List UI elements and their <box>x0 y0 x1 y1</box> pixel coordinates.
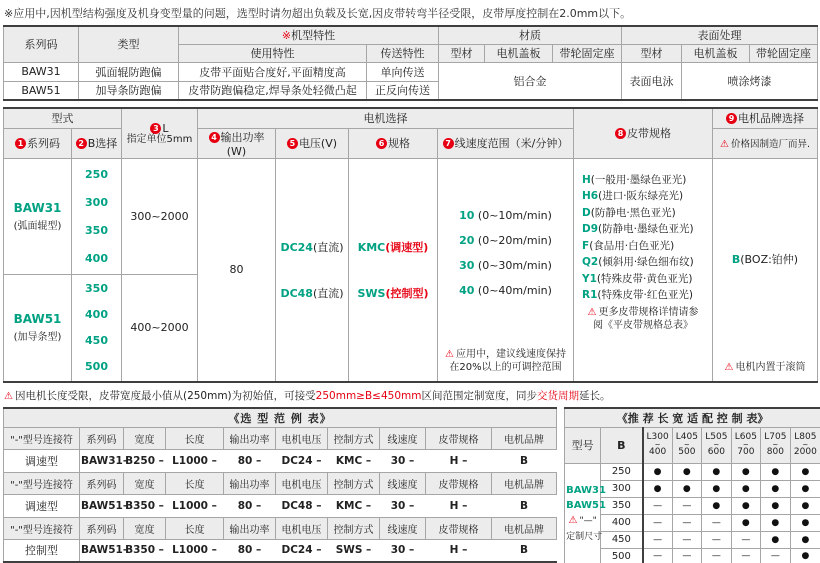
series-cell-baw31: BAW31 (弧面辊型) <box>4 158 72 274</box>
warning-icon: ⚠ <box>724 361 734 373</box>
header-cell: 控制方式 <box>328 472 380 494</box>
type-cell: 弧面辊防跑偏 <box>79 62 179 81</box>
brand-price-note: ⚠ 价格因制造厂而异. <box>713 128 818 158</box>
use-feature-cell: 皮带平面贴合度好,平面精度高 <box>179 62 367 81</box>
brand-cell: B(BOZ:铂仲) ⚠ 电机内置于滚筒 <box>713 158 818 382</box>
fit-mark: ● <box>761 531 791 548</box>
num-5-icon: 5 <box>287 138 298 149</box>
fit-mark: — <box>702 548 732 563</box>
value-cell: KMC – <box>328 494 380 517</box>
series-cell-baw51: BAW51 (加导条型) <box>4 274 72 382</box>
fit-mark: ● <box>731 514 761 531</box>
value-cell: BAW51– <box>80 539 124 562</box>
belt-item: F(食品用·白色亚光) <box>582 239 675 252</box>
warning-icon: ⚠ <box>568 514 578 526</box>
col-header-series: 系列码 <box>4 26 79 62</box>
col-header-spec: 6 规格 <box>349 128 438 158</box>
fit-mark: ● <box>731 497 761 514</box>
warning-icon: ⚠ <box>445 348 454 360</box>
header-cell: 长度 <box>166 472 224 494</box>
fit-mark: ● <box>790 463 820 480</box>
header-cell: 皮带规格 <box>426 517 492 539</box>
header-cell: 输出功率 <box>224 517 276 539</box>
header-cell: 电机电压 <box>276 517 328 539</box>
power-cell: 80 <box>198 158 276 382</box>
row-type-label: 调速型 <box>4 449 80 472</box>
header-cell: 系列码 <box>80 517 124 539</box>
b-value: 250 <box>601 463 643 480</box>
fit-mark: ● <box>702 463 732 480</box>
brand-detail: (BOZ:铂仲) <box>740 253 799 267</box>
col-header-cover2: 电机盖板 <box>682 44 750 62</box>
model-names-cell: BAW31 BAW51 ⚠ "—" 定制尺寸 <box>565 463 601 563</box>
header-cell: 电机电压 <box>276 427 328 449</box>
fit-mark: ● <box>761 514 791 531</box>
fit-mark: — <box>761 548 791 563</box>
l-range-header: L705 ~ 800 <box>761 427 791 463</box>
header-cell: 线速度 <box>380 427 426 449</box>
example-table <box>3 407 557 563</box>
value-cell: DC24 – <box>276 449 328 472</box>
group-header-model: 型式 <box>4 108 122 128</box>
fit-mark: ● <box>790 514 820 531</box>
fit-mark: ● <box>702 480 732 497</box>
group-header-feature: ※机型特性 <box>179 26 439 44</box>
belt-width-note: ⚠ 因电机长度受限，皮带宽度最小值从(250mm)为初始值，可接受250mm≥B≤450mm区间范围定制宽度，同步交货周期延长。 <box>4 390 611 402</box>
header-cell: 电机电压 <box>276 472 328 494</box>
value-cell: H – <box>426 449 492 472</box>
col-header-b-choice: 2 B选择 <box>72 128 122 158</box>
header-cell: "-"型号连接符 <box>4 427 80 449</box>
fit-mark: — <box>702 531 732 548</box>
header-cell: 宽度 <box>124 472 166 494</box>
b-value: 500 <box>601 548 643 563</box>
l-range-header: L300 ~ 400 <box>643 427 673 463</box>
fit-table-title: 《推 荐 长 宽 适 配 控 制 表》 <box>565 408 820 427</box>
header-cell: "-"型号连接符 <box>4 517 80 539</box>
belt-item: H(一般用·墨绿色亚光) <box>582 173 687 186</box>
b-options-cell <box>72 158 122 274</box>
value-cell: SWS – <box>328 539 380 562</box>
transfer-cell: 正反向传送 <box>367 81 439 100</box>
bottom-section <box>3 407 817 563</box>
fit-mark: ● <box>672 480 702 497</box>
fit-mark: ● <box>790 548 820 563</box>
group-header-motor: 电机选择 <box>198 108 574 128</box>
spec-type: (控制型) <box>385 286 429 300</box>
fit-mark: ● <box>643 463 673 480</box>
series-sub-label: (加导条型) <box>13 332 62 344</box>
l-range-header: L405 ~ 500 <box>672 427 702 463</box>
fit-mark: ● <box>790 531 820 548</box>
value-cell: L1000 – <box>166 494 224 517</box>
b-option: 350 <box>85 223 108 237</box>
b-value: 300 <box>601 480 643 497</box>
header-cell: 控制方式 <box>328 517 380 539</box>
warning-icon: ⚠ <box>587 306 597 318</box>
fit-mark: — <box>672 548 702 563</box>
b-option: 400 <box>85 251 108 265</box>
value-cell: DC48 – <box>276 494 328 517</box>
series-code: BAW51 <box>4 81 79 100</box>
series-code: BAW31 <box>4 62 79 81</box>
value-cell: DC24 – <box>276 539 328 562</box>
header-cell: 宽度 <box>124 427 166 449</box>
value-cell: B350 – <box>124 494 166 517</box>
col-header-belt: 8 皮带规格 <box>574 108 713 158</box>
b-option: 500 <box>85 360 108 374</box>
header-cell: 线速度 <box>380 472 426 494</box>
material-value: 铝合金 <box>439 62 622 100</box>
value-cell: 80 – <box>224 494 276 517</box>
col-header-transfer: 传送特性 <box>367 44 439 62</box>
fit-mark: ● <box>731 480 761 497</box>
header-cell: "-"型号连接符 <box>4 472 80 494</box>
col-header-cover: 电机盖板 <box>485 44 553 62</box>
fit-mark: ● <box>761 463 791 480</box>
belt-item: D9(防静电·墨绿色亚光) <box>582 223 694 236</box>
col-header-length: 3 L 指定单位5mm <box>122 108 198 158</box>
fit-mark: — <box>643 514 673 531</box>
surface-paint-value: 喷涂烤漆 <box>682 62 818 100</box>
col-header-b: B <box>601 427 643 463</box>
value-cell: B250 – <box>124 449 166 472</box>
l-range-cell: 400~2000 <box>122 274 198 382</box>
fit-mark: — <box>672 497 702 514</box>
type-cell: 加导条防跑偏 <box>79 81 179 100</box>
use-feature-cell: 皮带防跑偏稳定,焊导条处轻微凸起 <box>179 81 367 100</box>
value-cell: 80 – <box>224 539 276 562</box>
belt-item: H6(进口·阪东绿亮光) <box>582 190 684 203</box>
fit-mark: — <box>643 531 673 548</box>
fit-mark: — <box>643 548 673 563</box>
header-cell: 输出功率 <box>224 472 276 494</box>
col-header-pulley2: 带轮固定座 <box>750 44 818 62</box>
top-usage-note: ※应用中,因机型结构强度及机身变型量的问题，选型时请勿超出负载及长宽,因皮带转弯半径受限，皮带厚度控制在2.0mm以下。 <box>4 7 632 20</box>
belt-spec-cell <box>574 158 713 382</box>
voltage-cell: DC24(直流) DC48(直流) <box>276 158 349 382</box>
col-header-type: 类型 <box>79 26 179 62</box>
header-cell: 皮带规格 <box>426 472 492 494</box>
fit-mark: — <box>672 531 702 548</box>
col-header-series-code: 1 系列码 <box>4 128 72 158</box>
header-cell: 系列码 <box>80 427 124 449</box>
header-cell: 系列码 <box>80 472 124 494</box>
l-range-cell: 300~2000 <box>122 158 198 274</box>
col-header-brand: 9 电机品牌选择 <box>713 108 818 128</box>
spec-cell: KMC(调速型) SWS(控制型) <box>349 158 438 382</box>
belt-more-note: ⚠ 更多皮带规格详情请参 阅《平皮带规格总表》 <box>587 306 699 331</box>
b-option: 350 <box>85 282 108 296</box>
fit-mark: — <box>731 548 761 563</box>
l-range-header: L805 ~ 2000 <box>790 427 820 463</box>
b-value: 400 <box>601 514 643 531</box>
model-selection-table <box>3 107 818 383</box>
group-header-material: 材质 <box>439 26 622 44</box>
num-7-icon: 7 <box>443 138 454 149</box>
fit-mark: — <box>643 497 673 514</box>
length-unit-note: 指定单位5mm <box>126 133 193 145</box>
col-header-power: 4 输出功率(W) <box>198 128 276 158</box>
brand-builtin-note: ⚠ 电机内置于滚筒 <box>724 361 806 373</box>
value-cell: KMC – <box>328 449 380 472</box>
value-cell: H – <box>426 494 492 517</box>
col-header-voltage: 5 电压(V) <box>276 128 349 158</box>
value-cell: BAW31– <box>80 449 124 472</box>
col-header-profile2: 型材 <box>622 44 682 62</box>
b-value: 450 <box>601 531 643 548</box>
col-header-model: 型号 <box>565 427 601 463</box>
b-option: 250 <box>85 167 108 181</box>
fit-mark: ● <box>761 497 791 514</box>
l-range-header: L605 ~ 700 <box>731 427 761 463</box>
series-sub-label: (弧面辊型) <box>13 220 62 232</box>
spec-type: (调速型) <box>385 240 429 254</box>
b-value: 350 <box>601 497 643 514</box>
value-cell: 30 – <box>380 449 426 472</box>
value-cell: 80 – <box>224 449 276 472</box>
value-cell: B <box>492 539 557 562</box>
value-cell: 30 – <box>380 494 426 517</box>
header-cell: 输出功率 <box>224 427 276 449</box>
surface-profile-value: 表面电泳 <box>622 62 682 100</box>
col-header-profile: 型材 <box>439 44 485 62</box>
fit-mark: ● <box>643 480 673 497</box>
num-8-icon: 8 <box>615 128 626 139</box>
fit-mark: ● <box>702 497 732 514</box>
value-cell: L1000 – <box>166 449 224 472</box>
num-3-icon: 3 <box>150 123 161 134</box>
b-options-cell <box>72 274 122 382</box>
value-cell: H – <box>426 539 492 562</box>
spec-table <box>3 25 818 101</box>
voltage-type: (直流) <box>312 240 344 254</box>
b-option: 400 <box>85 308 108 322</box>
header-cell: 电机品牌 <box>492 517 557 539</box>
fit-table <box>564 407 820 563</box>
num-9-icon: 9 <box>726 113 737 124</box>
fit-mark: ● <box>790 480 820 497</box>
example-table-title: 《选 型 范 例 表》 <box>4 408 557 427</box>
b-option: 450 <box>85 334 108 348</box>
belt-item: Y1(特殊皮带·黄色亚光) <box>582 272 693 285</box>
fit-mark: — <box>731 531 761 548</box>
transfer-cell: 单向传送 <box>367 62 439 81</box>
value-cell: B <box>492 449 557 472</box>
header-cell: 电机品牌 <box>492 427 557 449</box>
col-header-speed: 7 线速度范围（米/分钟） <box>438 128 574 158</box>
num-6-icon: 6 <box>376 138 387 149</box>
header-cell: 宽度 <box>124 517 166 539</box>
belt-item: Q2(倾斜用·绿色细布纹) <box>582 256 694 269</box>
num-1-icon: 1 <box>15 138 26 149</box>
value-cell: B <box>492 494 557 517</box>
header-cell: 皮带规格 <box>426 427 492 449</box>
fit-mark: ● <box>731 463 761 480</box>
l-range-header: L505 ~ 600 <box>702 427 732 463</box>
custom-size-label: 定制尺寸 <box>566 531 603 542</box>
fit-mark: ● <box>761 480 791 497</box>
belt-item: D(防静电·黑色亚光) <box>582 206 676 219</box>
row-type-label: 调速型 <box>4 494 80 517</box>
belt-spec-list <box>575 160 711 304</box>
warning-icon: ⚠ <box>720 139 729 150</box>
warning-icon: ⚠ <box>4 391 13 402</box>
belt-item: R1(特殊皮带·红色亚光) <box>582 289 693 302</box>
header-cell: 长度 <box>166 517 224 539</box>
fit-mark: — <box>672 514 702 531</box>
col-header-pulley: 带轮固定座 <box>553 44 622 62</box>
header-cell: 控制方式 <box>328 427 380 449</box>
value-cell: L1000 – <box>166 539 224 562</box>
col-header-use: 使用特性 <box>179 44 367 62</box>
num-2-icon: 2 <box>76 138 87 149</box>
num-4-icon: 4 <box>209 132 220 143</box>
value-cell: BAW51– <box>80 494 124 517</box>
speed-range-cell: 10 (0~10m/min) 20 (0~20m/min) 30 (0~30m/min) 40 (0~40m/min) ⚠ 应用中，建议线速度保持 在20%以上的可调控范围 <box>438 158 574 382</box>
b-option: 300 <box>85 195 108 209</box>
header-cell: 电机品牌 <box>492 472 557 494</box>
star-mark: ※ <box>281 29 292 43</box>
header-cell: 长度 <box>166 427 224 449</box>
value-cell: B350 – <box>124 539 166 562</box>
group-header-surface: 表面处理 <box>622 26 818 44</box>
header-cell: 线速度 <box>380 517 426 539</box>
fit-mark: ● <box>790 497 820 514</box>
fit-mark: ● <box>672 463 702 480</box>
row-type-label: 控制型 <box>4 539 80 562</box>
value-cell: 30 – <box>380 539 426 562</box>
speed-advice-note: ⚠ 应用中，建议线速度保持 在20%以上的可调控范围 <box>445 348 566 373</box>
voltage-type: (直流) <box>312 286 344 300</box>
fit-mark: — <box>702 514 732 531</box>
